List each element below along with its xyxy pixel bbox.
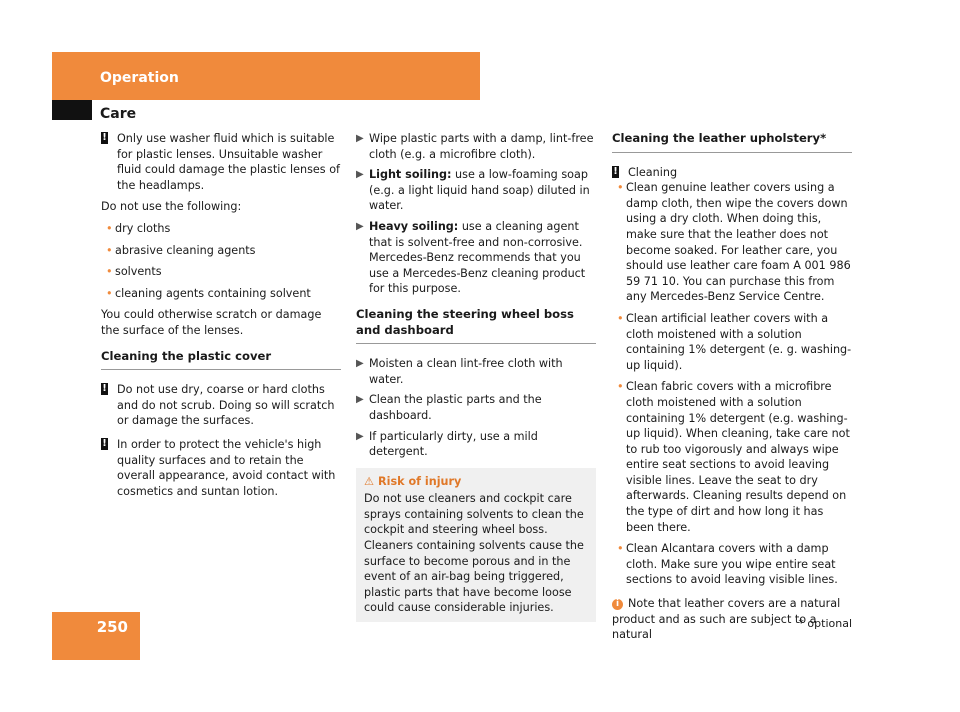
column-2	[356, 131, 596, 622]
warning-note: ! Do not use dry, coarse or hard cloths and do not scrub. Doing so will scratch or damage the surfaces.	[102, 383, 335, 428]
risk-box	[356, 468, 596, 622]
section-tab-marker	[52, 100, 92, 120]
list-item: • cleaning agents containing solvent	[106, 286, 311, 300]
section-title: Operation	[100, 70, 179, 86]
outro-text: You could otherwise scratch or damage the surface of the lenses.	[101, 308, 322, 337]
bullet-icon: •	[106, 243, 113, 257]
risk-title: Risk of injury	[378, 474, 462, 488]
step-item: ▶ Wipe plastic parts with a damp, lint-free cloth (e.g. a microfibre cloth).	[356, 132, 594, 161]
warning-triangle-icon: ⚠	[364, 474, 375, 488]
page-number-box	[52, 612, 140, 660]
list-item: • abrasive cleaning agents	[106, 243, 256, 257]
warning-note: ! In order to protect the vehicle's high quality surfaces and to retain the overall appearance, avoid contact with cosmetics and suntan lotion.	[102, 437, 336, 498]
bullet-icon: •	[617, 311, 624, 325]
arrow-icon: ▶	[356, 220, 364, 232]
exclamation-icon: !	[102, 383, 107, 395]
bullet-icon: •	[617, 181, 624, 195]
bullet-icon: •	[106, 221, 113, 235]
exclamation-icon: !	[102, 132, 107, 143]
info-icon: i	[612, 599, 623, 610]
arrow-icon: ▶	[356, 394, 364, 406]
step-item: ▶ Moisten a clean lint-free cloth with water.	[356, 357, 563, 386]
bullet-icon: •	[617, 380, 624, 394]
step-item: ▶ Clean the plastic parts and the dashboard.	[356, 393, 542, 422]
list-item: • Clean fabric covers with a microfibre cloth moistened with a solution containing 1% detergent (e.g. washing-up liquid). When cleaning, take care not to rub too vigorously and always wipe entire seat sections to avoid leaving visible lines. Leave the seat to dry afterwards. Cleaning results depend on the type of dirt and how long it has been there.	[617, 380, 850, 534]
list-item: • Clean Alcantara covers with a damp cloth. Make sure you wipe entire seat sections to avoid leaving visible lines.	[617, 542, 838, 587]
bullet-icon: •	[617, 542, 624, 556]
footnote: * optional	[798, 617, 852, 630]
arrow-icon: ▶	[356, 358, 364, 370]
arrow-icon: ▶	[356, 430, 364, 442]
bullet-icon: •	[106, 286, 113, 300]
arrow-icon: ▶	[356, 169, 364, 181]
warning-note: ! Cleaning	[613, 165, 678, 179]
risk-text: Do not use cleaners and cockpit care sprays containing solvents to clean the cockpit and steering wheel boss. Cleaners containing solvents cause the surface to become porous and in the event of an air-bag being triggered, plastic parts that have become loose could cause considerable injuries.	[364, 492, 584, 615]
warning-note: ! Only use washer fluid which is suitable for plastic lenses. Unsuitable washer fluid could damage the plastic lenses of the headlamps.	[102, 132, 340, 192]
exclamation-icon: !	[613, 165, 618, 177]
column-3	[612, 131, 852, 643]
step-item: ▶ If particularly dirty, use a mild detergent.	[356, 429, 538, 459]
bullet-icon: •	[106, 265, 113, 279]
list-item: • Clean genuine leather covers using a damp cloth, then wipe the covers down using a dry cloth. When doing this, make sure that the leather does not become soaked. For leather care, you should use leather care foam A 001 986 59 71 10. You can purchase this from any Mercedes-Benz Service Centre.	[617, 181, 851, 304]
info-note: i Note that leather covers are a natural product and as such are subject to a natural	[612, 597, 841, 642]
section-heading: Cleaning the steering wheel boss and dashboard	[356, 307, 596, 344]
step-item: ▶ Light soiling: use a low-foaming soap (e.g. a light liquid hand soap) diluted in water.	[356, 168, 590, 213]
arrow-icon: ▶	[356, 133, 364, 144]
list-item: • solvents	[106, 265, 162, 279]
intro-text: Do not use the following:	[101, 200, 242, 214]
list-item: • dry cloths	[106, 221, 171, 235]
page-title: Care	[100, 106, 137, 122]
list-item: • Clean artificial leather covers with a cloth moistened with a solution containing 1% detergent (e. g. washing-up liquid).	[617, 311, 852, 372]
page-number: 250	[96, 618, 128, 636]
step-item: ▶ Heavy soiling: use a cleaning agent that is solvent-free and non-corrosive. Mercedes-Benz recommends that you use a Mercedes-Benz cleaning product for this purpose.	[356, 219, 586, 296]
section-heading: Cleaning the leather upholstery*	[612, 131, 852, 153]
exclamation-icon: !	[102, 437, 107, 449]
section-heading: Cleaning the plastic cover	[101, 349, 341, 371]
column-1	[101, 131, 341, 505]
